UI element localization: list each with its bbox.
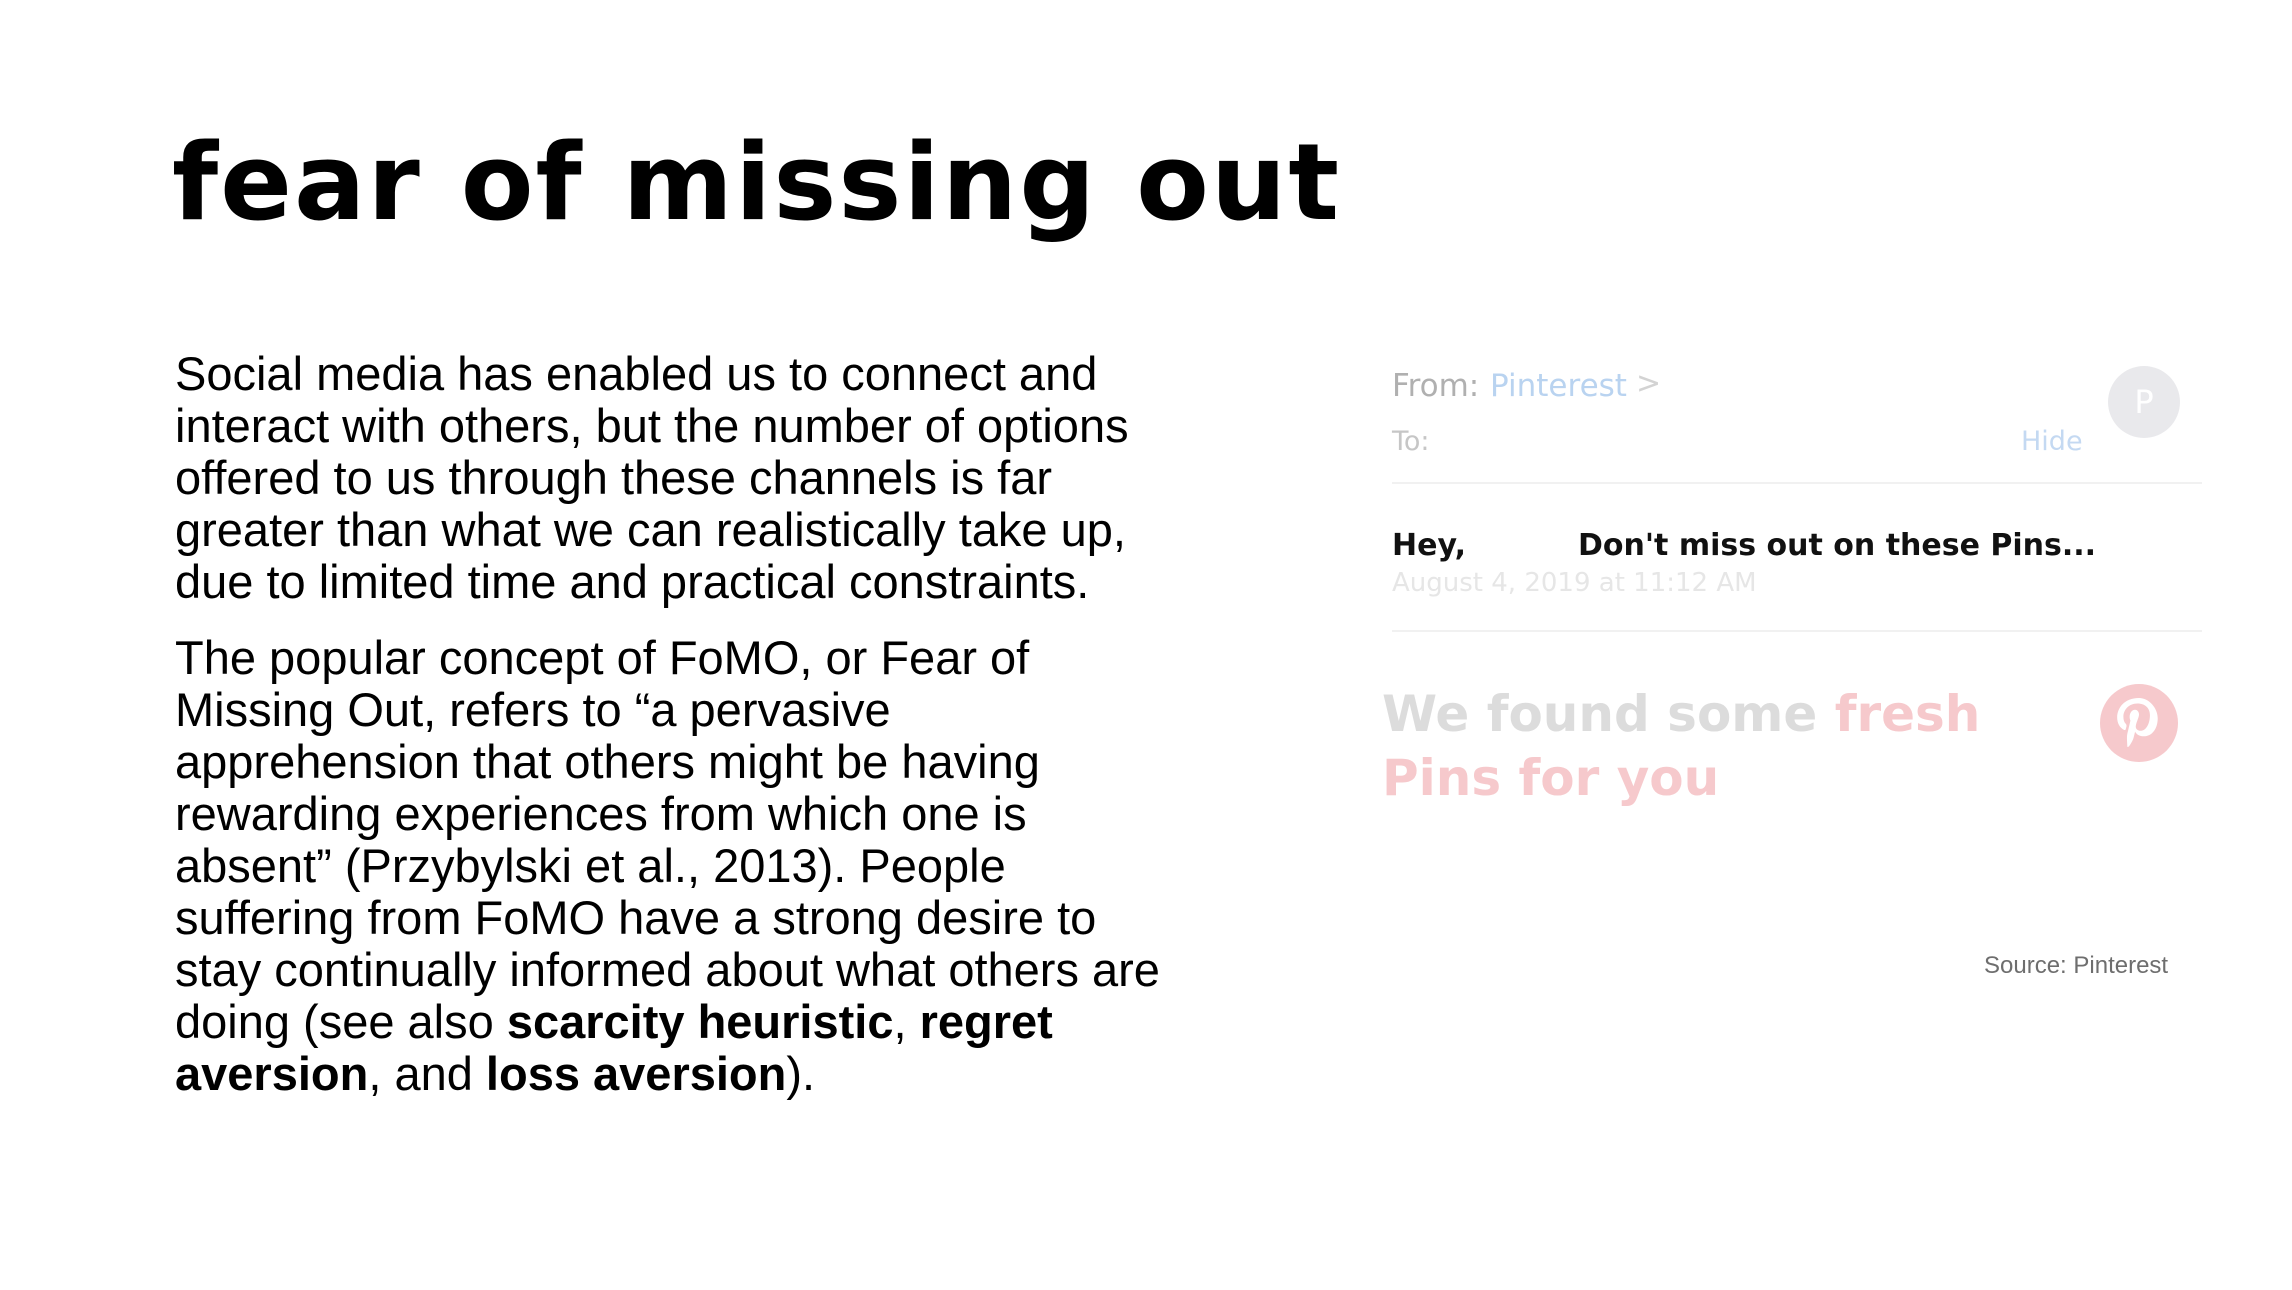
slide-title: fear of missing out xyxy=(172,121,1342,244)
paragraph-2-text: The popular concept of FoMO, or Fear of Missing Out, refers to “a pervasive apprehension that others might be having rewarding experiences from which one is absent” (Przybylski et al., 2013). People suffering from FoMO have a strong desire to stay continually informed about what others are doing (see also xyxy=(175,631,1160,1048)
email-headline xyxy=(1382,682,2002,810)
headline-accent-text: fresh Pins for you xyxy=(1382,685,1981,807)
pinterest-logo-icon xyxy=(2100,684,2178,762)
email-screenshot xyxy=(1380,350,2200,830)
divider xyxy=(1392,482,2202,484)
headline-text: We found some xyxy=(1382,685,1835,743)
to-label: To: xyxy=(1392,426,1430,457)
email-date: August 4, 2019 at 11:12 AM xyxy=(1392,568,1757,598)
chevron-right-icon: > xyxy=(1636,366,1662,401)
avatar: P xyxy=(2108,366,2180,438)
closing-text: ). xyxy=(786,1047,816,1100)
paragraph-2 xyxy=(175,632,1175,1100)
term-loss-aversion: loss aversion xyxy=(485,1047,787,1100)
from-label: From: xyxy=(1392,368,1480,404)
email-greeting: Hey, xyxy=(1392,528,1467,563)
body-text xyxy=(175,348,1175,1124)
hide-button[interactable]: Hide xyxy=(2021,426,2083,457)
email-subject: Don't miss out on these Pins... xyxy=(1578,528,2097,563)
divider xyxy=(1392,630,2202,632)
source-caption: Source: Pinterest xyxy=(1984,952,2169,979)
separator: , xyxy=(893,995,920,1048)
term-regret-aversion: regret aversion xyxy=(175,995,1053,1100)
term-scarcity-heuristic: scarcity heuristic xyxy=(506,995,894,1048)
paragraph-1: Social media has enabled us to connect and interact with others, but the number of options offered to us through these channels is far greater than what we can realistically take up, due to limited time and practical constraints. xyxy=(175,347,1129,608)
from-sender-link[interactable]: Pinterest xyxy=(1490,368,1627,404)
separator: , and xyxy=(368,1047,486,1100)
